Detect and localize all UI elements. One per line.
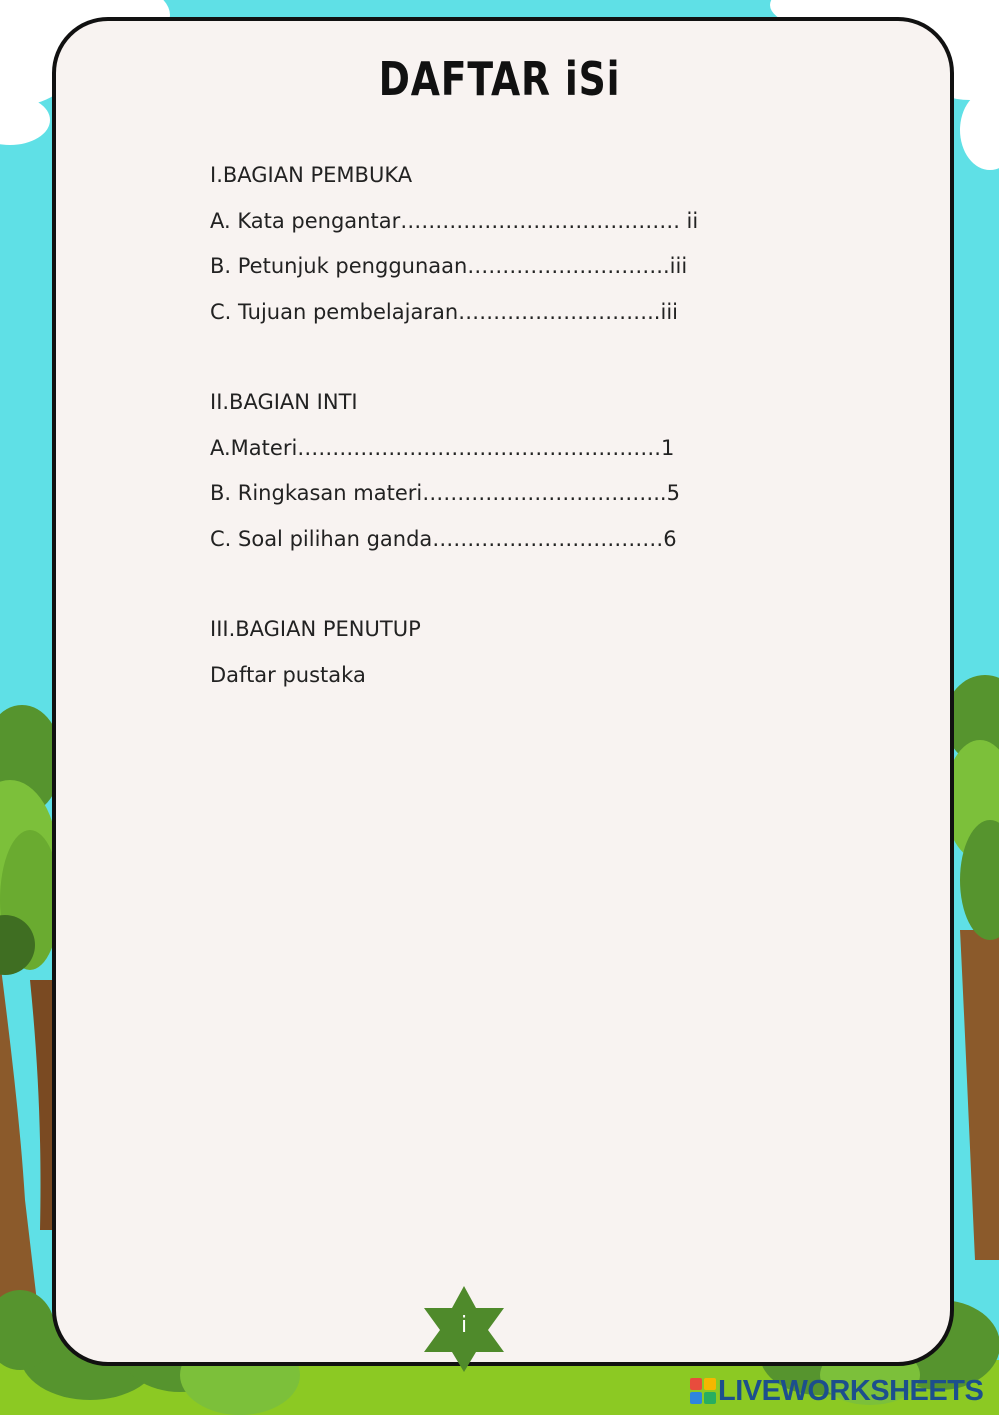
toc-entry-soal: C. Soal pilihan ganda……………………………6 (210, 526, 677, 551)
toc-entry-materi: A.Materi…………………………………………….1 (210, 435, 675, 460)
brand-watermark (690, 1374, 983, 1408)
page-title: DAFTAR iSi (378, 52, 621, 106)
toc-entry-petunjuk: B. Petunjuk penggunaan………………………..iii (210, 254, 688, 278)
toc-entry-ringkasan: B. Ringkasan materi……………………………..5 (210, 481, 680, 505)
section-spacer (210, 567, 770, 612)
section-spacer (210, 340, 770, 385)
toc-entry-kata-pengantar: A. Kata pengantar…………………………………. ii (210, 208, 699, 233)
toc-heading-1: I.BAGIAN PEMBUKA (210, 163, 413, 187)
liveworksheets-logo-icon (690, 1378, 716, 1404)
toc-entry-daftar-pustaka: Daftar pustaka (210, 662, 366, 687)
table-of-contents (210, 158, 770, 703)
toc-entry-tujuan: C. Tujuan pembelajaran………………………..iii (210, 299, 678, 324)
toc-heading-2: II.BAGIAN INTI (210, 390, 358, 414)
brand-name: LIVEWORKSHEETS (718, 1374, 984, 1407)
page-number: i (460, 1313, 468, 1338)
toc-heading-3: III.BAGIAN PENUTUP (210, 617, 421, 641)
